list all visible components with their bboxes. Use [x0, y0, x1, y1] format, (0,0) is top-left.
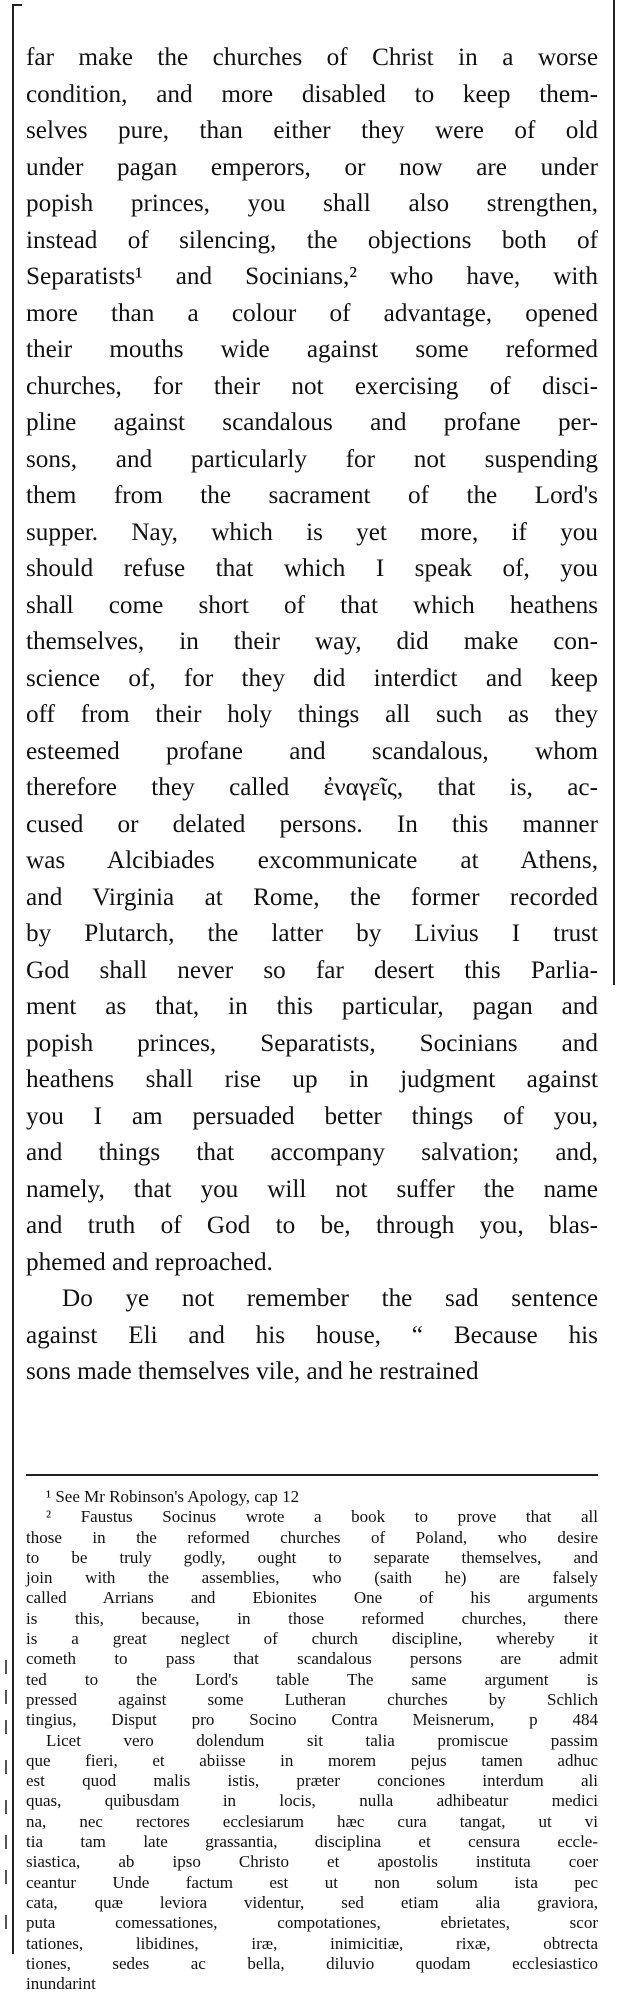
margin-mark [5, 1800, 7, 1814]
text-line: churches, for their not exercising of disci- [26, 372, 598, 400]
text-line: and Virginia at Rome, the former recorded [26, 883, 598, 911]
text-line: condition, and more disabled to keep them- [26, 80, 598, 108]
text-line: therefore they called ἐναγεῖς, that is, ac- [26, 774, 598, 801]
footnote-line: pressed against some Lutheran churches by Schlich [26, 1689, 598, 1709]
left-margin-rule [12, 4, 14, 1954]
text-line: pline against scandalous and profane per- [26, 409, 598, 436]
margin-mark [5, 1870, 7, 1884]
text-line: heathens shall rise up in judgment against [26, 1066, 598, 1093]
text-line: should refuse that which I speak of, you [26, 555, 598, 582]
text-line: and things that accompany salvation; and, [26, 1139, 598, 1166]
footnote-line: to be truly godly, ought to separate themselves, and [26, 1547, 598, 1567]
text-line: under pagan emperors, or now are under [26, 153, 598, 181]
footnote-line: tiones, sedes ac bella, diluvio quodam ecclesiastico [26, 1953, 598, 1973]
footnote-line: inundarint [26, 1974, 96, 1994]
margin-mark [5, 1835, 7, 1849]
text-line: them from the sacrament of the Lord's [26, 482, 598, 509]
footnote-line: join with the assemblies, who (saith he) are falsely [26, 1568, 598, 1588]
text-line: God shall never so far desert this Parlia- [26, 956, 598, 984]
footnote-line: tia tam late grassantia, disciplina et censura eccle- [26, 1832, 598, 1852]
footnote-line: cata, quæ leviora videntur, sed etiam alia graviora, [26, 1892, 598, 1912]
text-line: Separatists¹ and Socinians,² who have, with [26, 263, 598, 290]
text-line: supper. Nay, which is yet more, if you [26, 518, 598, 546]
text-line: shall come short of that which heathens [26, 591, 598, 619]
text-line: popish princes, Separatists, Socinians and [26, 1029, 598, 1057]
footnote-line: cometh to pass that scandalous persons are admit [26, 1649, 598, 1669]
text-line: instead of silencing, the objections both of [26, 226, 598, 254]
text-line: far make the churches of Christ in a worse [26, 44, 598, 71]
footnote-line: ² Faustus Socinus wrote a book to prove that all [46, 1507, 598, 1527]
margin-mark [5, 1690, 7, 1704]
text-line: sons made themselves vile, and he restrained [26, 1358, 479, 1385]
footnote-separator [26, 1474, 598, 1476]
footnote-line: est quod malis istis, præter conciones interdum ali [26, 1771, 598, 1791]
text-line: their mouths wide against some reformed [26, 336, 598, 363]
text-line: science of, for they did interdict and keep [26, 664, 598, 692]
footnote-line: those in the reformed churches of Poland, who desire [26, 1527, 598, 1547]
footnote-line: siastica, ab ipso Christo et apostolis instituta coer [26, 1852, 598, 1872]
footnote-line: tingius, Disput pro Socino Contra Meisnerum, p 484 [26, 1710, 598, 1730]
main-text [26, 40, 598, 1391]
text-line: you I am persuaded better things of you, [26, 1102, 598, 1130]
footnote-line: na, nec rectores ecclesiarum hæc cura tangat, ut vi [26, 1811, 598, 1831]
margin-mark [5, 1660, 7, 1674]
footnote-line: is a great neglect of church discipline, whereby it [26, 1629, 598, 1649]
text-line: themselves, in their way, did make con- [26, 628, 598, 655]
text-line: esteemed profane and scandalous, whom [26, 737, 598, 765]
text-line: namely, that you will not suffer the name [26, 1175, 598, 1203]
text-line: against Eli and his house, “ Because his [26, 1321, 598, 1349]
footnote-line: que fieri, et abiisse in morem pejus tamen adhuc [26, 1750, 598, 1770]
text-line: popish princes, you shall also strengthen, [26, 190, 598, 217]
text-line: and truth of God to be, through you, blas- [26, 1212, 598, 1239]
text-line: selves pure, than either they were of old [26, 117, 598, 144]
text-line: by Plutarch, the latter by Livius I trust [26, 920, 598, 947]
footnote-line: puta comessationes, compotationes, ebrietates, scor [26, 1913, 598, 1933]
text-line: cused or delated persons. In this manner [26, 810, 598, 838]
text-line: ment as that, in this particular, pagan and [26, 993, 598, 1020]
footnote-line: tationes, libidines, iræ, inimicitiæ, rixæ, obtrecta [26, 1933, 598, 1953]
text-line: off from their holy things all such as they [26, 701, 598, 728]
margin-mark [5, 1720, 7, 1734]
footnotes [26, 1487, 598, 1994]
right-margin-rule [613, 0, 615, 985]
top-margin-tick [12, 4, 22, 6]
footnote-line: ¹ See Mr Robinson's Apology, cap 12 [46, 1487, 300, 1506]
text-line: phemed and reproached. [26, 1248, 273, 1276]
footnote-line: quas, quibusdam in locis, nulla adhibeatur medici [26, 1791, 598, 1811]
text-line: sons, and particularly for not suspending [26, 445, 598, 473]
footnote-line: Licet vero dolendum sit talia promiscue passim [46, 1730, 598, 1750]
footnote-line: is this, because, in those reformed churches, there [26, 1608, 598, 1628]
text-line: more than a colour of advantage, opened [26, 299, 598, 327]
text-line: was Alcibiades excommunicate at Athens, [26, 847, 598, 874]
text-line: Do ye not remember the sad sentence [62, 1285, 598, 1312]
footnote-line: ceantur Unde factum est ut non solum ista pec [26, 1872, 598, 1892]
margin-mark [5, 1915, 7, 1929]
margin-mark [5, 1760, 7, 1774]
footnote-line: called Arrians and Ebionites One of his arguments [26, 1588, 598, 1608]
footnote-line: ted to the Lord's table The same argument is [26, 1669, 598, 1689]
